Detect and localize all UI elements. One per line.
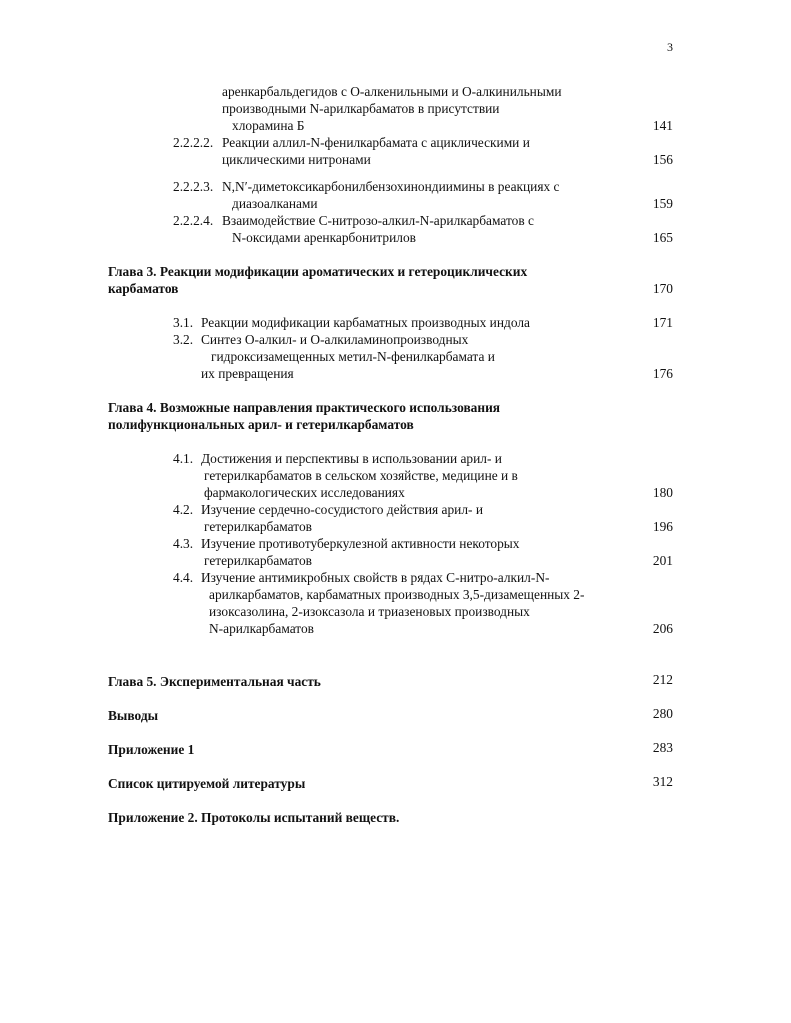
entry-number: 2.2.2.4. [173, 213, 214, 228]
page-ref: 176 [652, 366, 673, 381]
chapter-title-line: полифункциональных арил- и гетерилкарбаматов [108, 417, 414, 432]
entry-line: диазоалканами [232, 196, 318, 211]
entry-line: Изучение противотуберкулезной активности некоторых [201, 536, 520, 551]
chapter-title-line: Приложение 1 [108, 742, 195, 757]
entry-number: 4.3. [173, 536, 194, 551]
page-ref: 170 [652, 281, 673, 296]
entry-line: гетерилкарбаматов [204, 553, 312, 568]
entry-number: 2.2.2.3. [173, 179, 214, 194]
page-number: 3 [667, 40, 673, 54]
entry-line: Взаимодействие С-нитрозо-алкил-N-арилкарбаматов с [222, 213, 534, 228]
entry-line: Изучение сердечно-сосудистого действия арил- и [201, 502, 483, 517]
page-ref: 165 [652, 230, 673, 245]
chapter-title-line: Глава 4. Возможные направления практического использования [108, 400, 501, 415]
entry-number: 3.1. [173, 315, 194, 330]
entry-line: гидроксизамещенных метил-N-фенилкарбамата и [211, 349, 495, 364]
entry-number: 4.2. [173, 502, 194, 517]
page-ref: 171 [652, 315, 673, 330]
entry-line: Реакции аллил-N-фенилкарбамата с ациклическими и [222, 135, 530, 150]
entry-line: Изучение антимикробных свойств в рядах С-нитро-алкил-N- [201, 570, 550, 585]
entry-line: N,N′-диметоксикарбонилбензохинондиимины в реакциях с [222, 179, 560, 194]
entry-line: гетерилкарбаматов в сельском хозяйстве, медицине и в [204, 468, 518, 483]
entry-number: 3.2. [173, 332, 194, 347]
entry-line: N-оксидами аренкарбонитрилов [232, 230, 416, 245]
entry-line: аренкарбальдегидов с О-алкенильными и О-алкинильными [222, 84, 562, 99]
entry-line: гетерилкарбаматов [204, 519, 312, 534]
page-ref: 141 [652, 118, 673, 133]
chapter-title-line: Глава 3. Реакции модификации ароматических и гетероциклических [108, 264, 528, 279]
entry-line: N-арилкарбаматов [209, 621, 314, 636]
entry-line: арилкарбаматов, карбаматных производных 3,5-дизамещенных 2- [209, 587, 585, 602]
entry-number: 4.1. [173, 451, 194, 466]
entry-line: хлорамина Б [232, 118, 305, 133]
entry-line: Синтез О-алкил- и О-алкиламинопроизводных [201, 332, 469, 347]
chapter-title-line: Выводы [108, 708, 159, 723]
entry-line: Реакции модификации карбаматных производных индола [201, 315, 530, 330]
chapter-title-line: Список цитируемой литературы [108, 776, 306, 791]
entry-line: их превращения [201, 366, 294, 381]
page-ref: 283 [652, 740, 673, 755]
page-ref: 212 [652, 672, 673, 687]
entry-line: Достижения и перспективы в использовании арил- и [201, 451, 502, 466]
page-ref: 312 [652, 774, 673, 789]
page-ref: 159 [652, 196, 673, 211]
page-ref: 196 [652, 519, 673, 534]
entry-number: 4.4. [173, 570, 194, 585]
entry-number: 2.2.2.2. [173, 135, 214, 150]
entry-line: изоксазолина, 2-изоксазола и триазеновых производных [209, 604, 530, 619]
entry-line: фармакологических исследованиях [204, 485, 405, 500]
entry-line: циклическими нитронами [222, 152, 371, 167]
chapter-title-line: Приложение 2. Протоколы испытаний веществ. [108, 810, 400, 825]
page-ref: 206 [652, 621, 673, 636]
page-ref: 201 [652, 553, 673, 568]
chapter-title-line: Глава 5. Экспериментальная часть [108, 674, 321, 689]
page-ref: 180 [652, 485, 673, 500]
page-ref: 280 [652, 706, 673, 721]
entry-line: производными N-арилкарбаматов в присутствии [222, 101, 500, 116]
page-ref: 156 [652, 152, 673, 167]
chapter-title-line: карбаматов [108, 281, 179, 296]
